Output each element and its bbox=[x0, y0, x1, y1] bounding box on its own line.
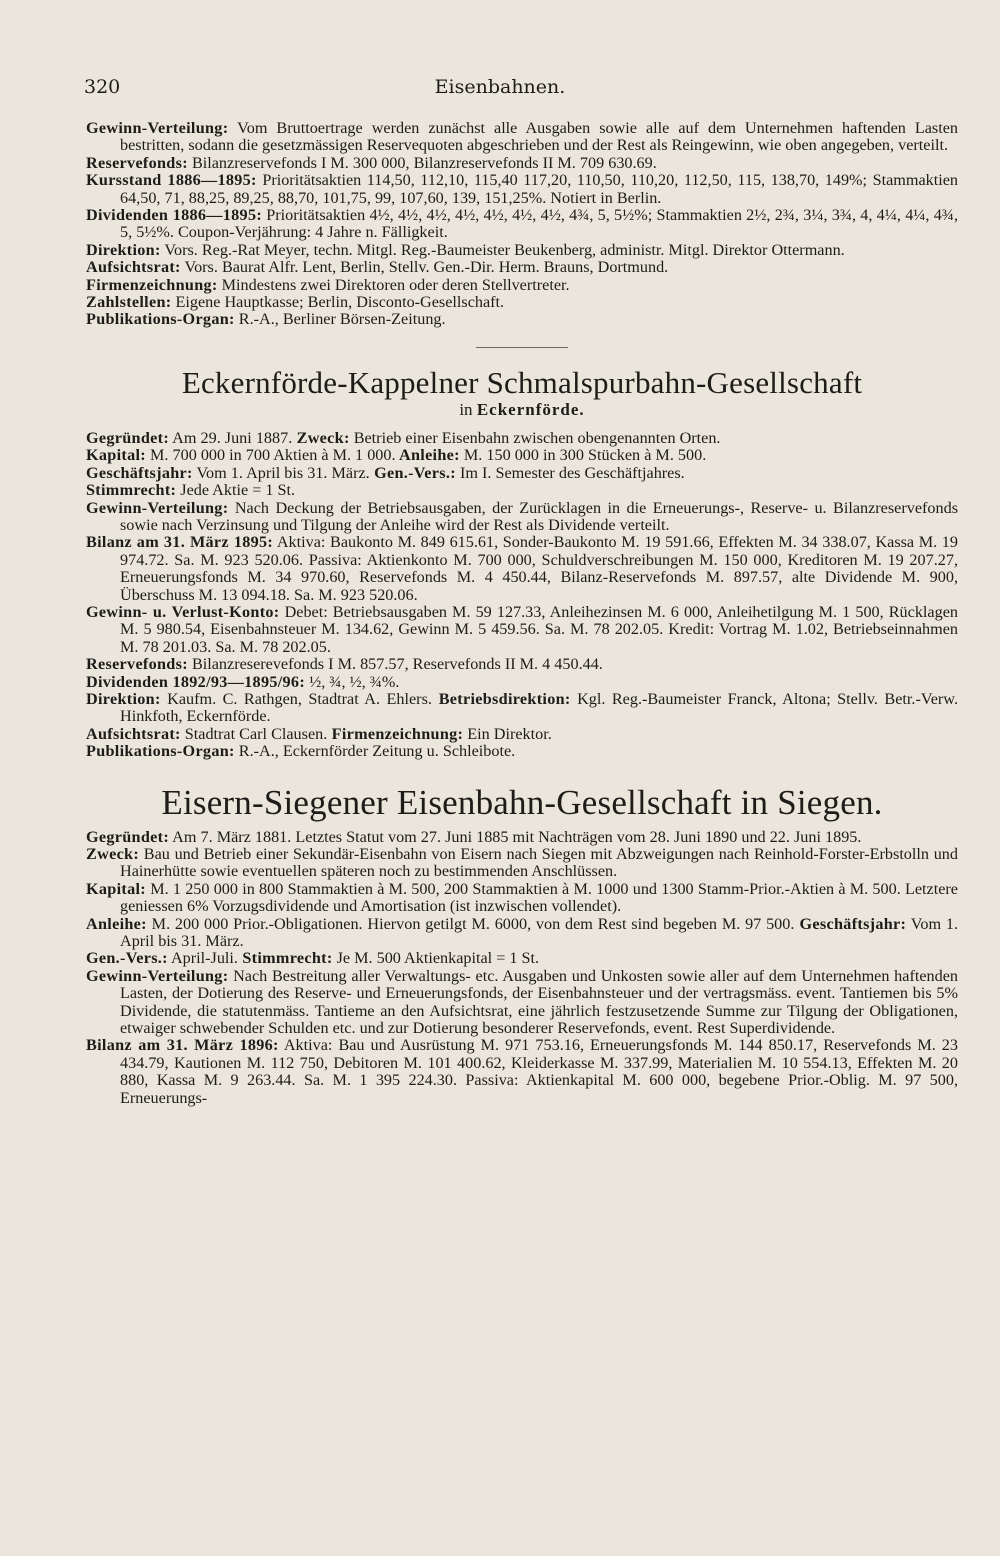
entry-firmenzeichnung bbox=[86, 277, 958, 294]
entry-text: M. 700 000 in 700 Aktien à M. 1 000. bbox=[145, 446, 396, 465]
entry-label-secondary: Firmenzeichnung: bbox=[327, 724, 464, 743]
entry-label: Reservefonds: bbox=[86, 153, 188, 172]
entry-label-secondary: Anleihe: bbox=[395, 446, 460, 465]
entry-gewinn-verlust-konto bbox=[86, 604, 958, 656]
entry-label: Bilanz am 31. März 1896: bbox=[86, 1036, 279, 1055]
entry-text: Am 7. März 1881. Letztes Statut vom 27. Juni 1885 mit Nachträgen vom 28. Juni 1890 und 22. Juni 1895. bbox=[169, 827, 862, 846]
entry-label: Publikations-Organ: bbox=[86, 742, 235, 761]
seat-prefix: in bbox=[459, 399, 473, 419]
entry-text: Vors. Baurat Alfr. Lent, Berlin, Stellv. Gen.-Dir. Herm. Brauns, Dortmund. bbox=[180, 258, 669, 277]
entry-label: Gen.-Vers.: bbox=[86, 949, 168, 968]
entry-text: Debet: Betriebsausgaben M. 59 127.33, Anleihezinsen M. 6 000, Anleihetilgung M. 1 500, Rücklagen M. 5 980.54, Eisenbahnsteuer M. 134.62, Gewinn M. 5 459.56. Sa. M. 78 202.05. Kredit: Vortrag M. 1.02, Betriebseinnahmen M. 78 201.03. Sa. M. 78 202.05. bbox=[120, 602, 958, 656]
entry-publikations-organ bbox=[86, 743, 958, 760]
entry-text: Bau und Betrieb einer Sekundär-Eisenbahn von Eisern nach Siegen mit Abzweigungen nach Reinhold-Forster-Erbstolln und Hainerhütte sowie eventuellen späteren noch zu bestimmenden Anschlüssen. bbox=[120, 845, 958, 881]
company-seat bbox=[86, 400, 958, 420]
entry-label: Aufsichtsrat: bbox=[86, 724, 181, 743]
entry-gegruendet bbox=[86, 430, 958, 447]
entry-label-secondary: Zweck: bbox=[292, 428, 350, 447]
entry-zweck bbox=[86, 846, 958, 881]
entry-text-secondary: Ein Direktor. bbox=[463, 724, 552, 743]
entry-text: M. 200 000 Prior.-Obligationen. Hiervon getilgt M. 6000, von dem Rest sind begeben M. 97 500. bbox=[146, 914, 795, 933]
entry-label: Aufsichtsrat: bbox=[86, 258, 181, 277]
entry-dividenden bbox=[86, 207, 958, 242]
entry-label: Stimmrecht: bbox=[86, 481, 177, 500]
entry-text: Vors. Reg.-Rat Meyer, techn. Mitgl. Reg.-Baumeister Beukenberg, administr. Mitgl. Direktor Ottermann. bbox=[160, 240, 845, 259]
entry-text: Stadtrat Carl Clausen. bbox=[180, 724, 328, 743]
entry-label: Zahlstellen: bbox=[86, 293, 172, 312]
entry-label: Bilanz am 31. März 1895: bbox=[86, 533, 274, 552]
entry-text: R.-A., Eckernförder Zeitung u. Schleibote. bbox=[234, 742, 516, 761]
entry-text: Nach Deckung der Betriebsausgaben, der Zurücklagen in die Erneuerungs-, Reserve- u. Bilanzreservefonds sowie nach Verzinsung und Tilgung der Anleihe wird der Rest als Dividende verteilt. bbox=[120, 498, 958, 534]
entry-geschaeftsjahr bbox=[86, 465, 958, 482]
entry-text-secondary: Je M. 500 Aktienkapital = 1 St. bbox=[332, 949, 540, 968]
seat-place: Eckernförde. bbox=[476, 399, 585, 419]
entry-bilanz bbox=[86, 1037, 958, 1107]
entry-zahlstellen bbox=[86, 294, 958, 311]
entry-label: Firmenzeichnung: bbox=[86, 275, 218, 294]
entry-label: Dividenden 1886—1895: bbox=[86, 206, 263, 225]
company-section-eisern-siegen bbox=[86, 783, 958, 1108]
entry-direktion bbox=[86, 691, 958, 726]
entry-direktion bbox=[86, 242, 958, 259]
entry-aufsichtsrat bbox=[86, 259, 958, 276]
entry-publikations-organ bbox=[86, 311, 958, 328]
entry-gen-vers bbox=[86, 950, 958, 967]
entry-reservefonds bbox=[86, 656, 958, 673]
entry-label: Dividenden 1892/93—1895/96: bbox=[86, 672, 306, 691]
entry-text-secondary: Betrieb einer Eisenbahn zwischen obengenannten Orten. bbox=[349, 428, 721, 447]
entry-label: Gewinn-Verteilung: bbox=[86, 498, 229, 517]
entry-text: Bilanzreservefonds I M. 300 000, Bilanzreservefonds II M. 709 630.69. bbox=[187, 153, 657, 172]
entry-text: Prioritätsaktien 4½, 4½, 4½, 4½, 4½, 4½, 4½, 4¾, 5, 5½%; Stammaktien 2½, 2¾, 3¼, 3¾, 4, 4¼, 4¼, 4¾, 5, 5½%. Coupon-Verjährung: 4 Jahre n. Fälligkeit. bbox=[120, 206, 958, 242]
entry-label: Gegründet: bbox=[86, 428, 170, 447]
page-number: 320 bbox=[84, 76, 121, 98]
entry-label-secondary: Geschäftsjahr: bbox=[794, 914, 907, 933]
entry-reservefonds bbox=[86, 155, 958, 172]
entry-text: Vom 1. April bis 31. März. bbox=[192, 463, 370, 482]
entry-bilanz bbox=[86, 534, 958, 604]
entry-label: Gewinn-Verteilung: bbox=[86, 966, 229, 985]
entry-text-secondary: Kgl. Reg.-Baumeister Franck, Altona; Stellv. Betr.-Verw. Hinkfoth, Eckernförde. bbox=[120, 689, 958, 726]
entry-text: Nach Bestreitung aller Verwaltungs- etc. Ausgaben und Unkosten sowie aller auf dem Unternehmen haftenden Lasten, der Dotierung des Reserve- und Erneuerungsfonds, der Eisenbahnsteuer und der vertragsmäss. event. Tantiemen bis 5% Dividende, die statutenmäss. Tantieme an den Aufsichtsrat, eine jährlich festzusetzende Summe zur Tilgung der Obligationen, etwaiger schwebender Schulden etc. und zur Dotierung besonderer Reservefonds, event. Rest Superdividende. bbox=[120, 966, 958, 1038]
entry-text: Jede Aktie = 1 St. bbox=[176, 481, 296, 500]
entry-gegruendet bbox=[86, 829, 958, 846]
entry-label: Direktion: bbox=[86, 689, 161, 708]
entry-text: Kaufm. C. Rathgen, Stadtrat A. Ehlers. bbox=[160, 689, 432, 708]
entry-text: R.-A., Berliner Börsen-Zeitung. bbox=[234, 310, 446, 329]
entry-anleihe bbox=[86, 916, 958, 951]
entry-text: M. 1 250 000 in 800 Stammaktien à M. 500, 200 Stammaktien à M. 1000 und 1300 Stamm-Prior.-Aktien à M. 500. Letztere geniessen 6% Vorzugsdividende und Amortisation (ist inzwischen vollendet). bbox=[120, 879, 958, 916]
entry-label-secondary: Betriebsdirektion: bbox=[431, 689, 571, 708]
section-divider bbox=[476, 347, 568, 348]
company-title: Eckernförde-Kappelner Schmalspurbahn-Gesellschaft bbox=[181, 364, 863, 400]
entry-gewinn-verteilung bbox=[86, 968, 958, 1038]
entry-text-secondary: Vom 1. April bis 31. März. bbox=[120, 914, 958, 951]
entry-text: ½, ¾, ½, ¾%. bbox=[305, 672, 400, 691]
entry-label-secondary: Gen.-Vers.: bbox=[369, 463, 456, 482]
entry-label: Zweck: bbox=[86, 845, 140, 863]
entry-label-secondary: Stimmrecht: bbox=[237, 949, 333, 968]
entry-stimmrecht bbox=[86, 482, 958, 499]
entry-text: Am 29. Juni 1887. bbox=[169, 428, 293, 447]
entry-text: Prioritätsaktien 114,50, 112,10, 115,40 117,20, 110,50, 110,20, 112,50, 115, 138,70, 149%; Stammaktien 64,50, 71, 88,25, 89,25, 88,70, 101,75, 99, 107,60, 139, 151,25%. Notiert in Berlin. bbox=[120, 171, 959, 207]
entry-aufsichtsrat bbox=[86, 726, 958, 743]
entry-label: Kursstand 1886—1895: bbox=[86, 171, 257, 190]
entry-label: Kapital: bbox=[86, 879, 146, 898]
entry-kapital bbox=[86, 881, 958, 916]
running-title: Eisenbahnen. bbox=[434, 76, 566, 98]
company-title: Eisern-Siegener Eisenbahn-Gesellschaft in Siegen. bbox=[161, 782, 883, 822]
entry-kursstand bbox=[86, 172, 958, 207]
entry-label: Publikations-Organ: bbox=[86, 310, 235, 329]
entry-label: Kapital: bbox=[86, 446, 146, 465]
entry-text: Eigene Hauptkasse; Berlin, Disconto-Gesellschaft. bbox=[171, 293, 505, 312]
entry-text: Aktiva: Baukonto M. 849 615.61, Sonder-Baukonto M. 19 591.66, Effekten M. 34 338.07, Kassa M. 19 974.72. Sa. M. 923 520.06. Passiva: Aktienkonto M. 700 000, Schuldverschreibungen M. 150 000, Kreditoren M. 19 207.27, Erneuerungsfonds M. 34 970.60, Reservefonds M. 4 450.44, Bilanz-Reservefonds M. 897.57, alte Dividende M. 900, Überschuss M. 13 094.18. Sa. M. 923 520.06. bbox=[120, 533, 958, 604]
entry-text: Bilanzreserevefonds I M. 857.57, Reservefonds II M. 4 450.44. bbox=[187, 655, 603, 674]
entry-text: Aktiva: Bau und Ausrüstung M. 971 753.16, Erneuerungsfonds M. 144 850.17, Reservefonds M. 23 434.79, Kautionen M. 112 750, Debitoren M. 101 400.62, Kleiderkasse M. 337.99, Materialien M. 10 554.13, Effekten M. 20 880, Kassa M. 9 263.44. Sa. M. 1 395 224.30. Passiva: Aktienkapital M. 600 000, begebene Prior.-Oblig. M. 97 500, Erneuerungs- bbox=[120, 1036, 958, 1107]
entry-label: Geschäftsjahr: bbox=[86, 463, 193, 482]
entry-label: Anleihe: bbox=[86, 914, 147, 933]
company-section-eckernfoerde bbox=[86, 366, 958, 761]
entry-text: April-Juli. bbox=[167, 949, 238, 968]
continued-company-section bbox=[86, 120, 958, 329]
entry-dividenden bbox=[86, 674, 958, 691]
entry-label: Gegründet: bbox=[86, 827, 170, 846]
running-head bbox=[84, 76, 916, 102]
entry-gewinn-verteilung bbox=[86, 500, 958, 535]
page-content bbox=[86, 120, 958, 1107]
entry-gewinn-verteilung bbox=[86, 120, 958, 155]
entry-label: Gewinn- u. Verlust-Konto: bbox=[86, 602, 280, 621]
entry-text-secondary: M. 150 000 in 300 Stücken à M. 500. bbox=[459, 446, 707, 465]
entry-label: Gewinn-Verteilung: bbox=[86, 119, 229, 137]
entry-text-secondary: Im I. Semester des Geschäftjahres. bbox=[455, 463, 685, 482]
entry-kapital bbox=[86, 447, 958, 464]
entry-text: Mindestens zwei Direktoren oder deren Stellvertreter. bbox=[217, 275, 570, 294]
entry-text: Vom Bruttoertrage werden zunächst alle Ausgaben sowie alle auf dem Unternehmen haftenden Lasten bestritten, sodann die gesetzmässigen Reservequoten abgeschrieben und der Rest als Reingewinn, wie oben angegeben, verteilt. bbox=[120, 119, 958, 155]
entry-label: Reservefonds: bbox=[86, 655, 188, 674]
entry-label: Direktion: bbox=[86, 240, 161, 259]
